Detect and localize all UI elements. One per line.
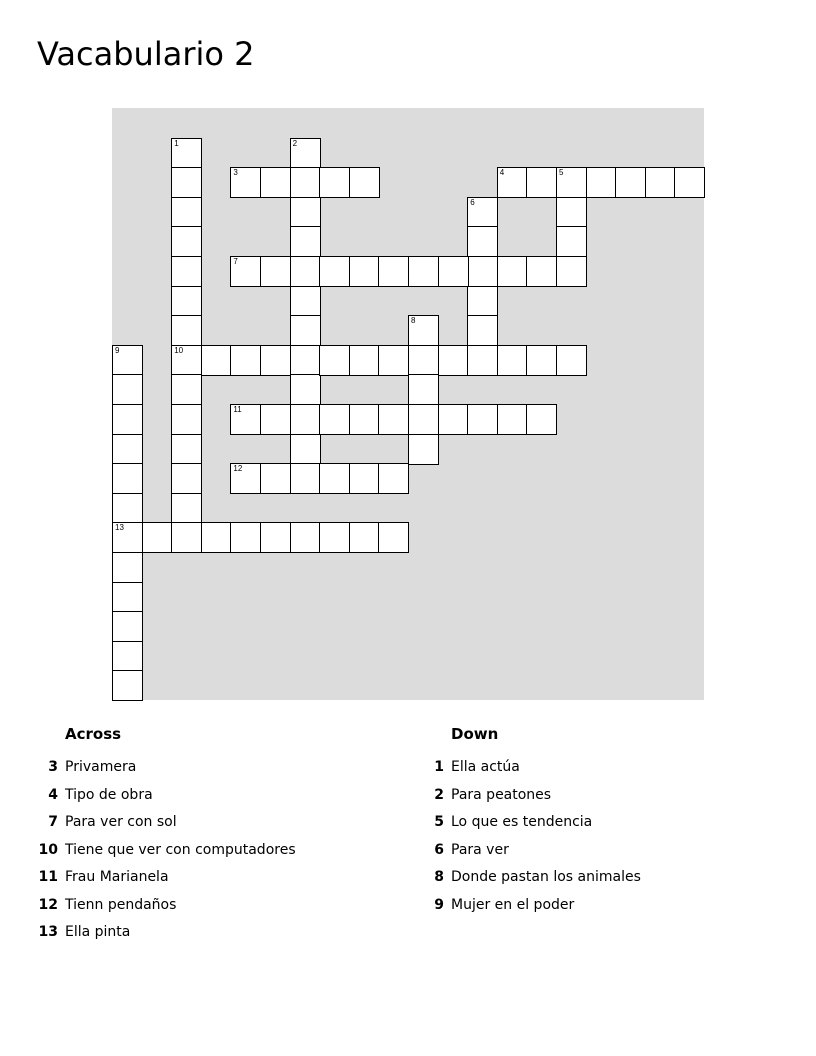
grid-cell[interactable] — [290, 315, 321, 346]
grid-cell[interactable] — [171, 226, 202, 257]
grid-cell[interactable] — [556, 226, 587, 257]
grid-cell[interactable] — [467, 256, 498, 287]
clue-item — [416, 809, 786, 837]
down-heading: Down — [451, 725, 499, 743]
grid-cell[interactable] — [290, 197, 321, 228]
clue-item-number: 10 — [38, 841, 58, 858]
clue-item — [30, 809, 400, 837]
grid-cell[interactable] — [378, 463, 409, 494]
grid-cell[interactable] — [467, 226, 498, 257]
grid-cell[interactable] — [497, 345, 528, 376]
down-clue-list — [416, 754, 786, 919]
grid-cell[interactable] — [438, 345, 469, 376]
down-clues — [416, 722, 786, 919]
clue-number: 1 — [174, 138, 179, 148]
grid-cell[interactable] — [290, 374, 321, 405]
clue-item-number: 1 — [434, 759, 444, 775]
grid-cell[interactable] — [230, 345, 261, 376]
clue-item-text: Donde pastan los animales — [451, 869, 641, 885]
clue-number: 8 — [411, 316, 416, 326]
clue-item-text: Para ver — [451, 841, 509, 858]
grid-cell[interactable] — [260, 404, 291, 435]
clue-item-text: Tienn pendaños — [65, 896, 177, 913]
grid-cell[interactable] — [526, 167, 557, 198]
clue-item-text: Mujer en el poder — [451, 896, 575, 913]
grid-cell[interactable] — [378, 522, 409, 553]
clue-item-text: Ella actúa — [451, 759, 520, 775]
clue-item — [30, 892, 400, 920]
grid-cell[interactable] — [349, 345, 380, 376]
grid-cell[interactable] — [497, 167, 528, 198]
grid-cell[interactable] — [171, 463, 202, 494]
grid-cell[interactable] — [408, 345, 439, 376]
grid-cell[interactable] — [230, 256, 261, 287]
grid-cell[interactable] — [171, 434, 202, 465]
grid-cell[interactable] — [615, 167, 646, 198]
grid-cell[interactable] — [112, 404, 143, 435]
clue-item-text: Tiene que ver con computadores — [65, 841, 296, 858]
clue-item — [416, 782, 786, 810]
grid-cell[interactable] — [349, 404, 380, 435]
grid-cell[interactable] — [171, 404, 202, 435]
grid-cell[interactable] — [349, 167, 380, 198]
clue-item-number: 3 — [48, 759, 58, 775]
across-clues — [30, 722, 400, 947]
grid-cell[interactable] — [171, 256, 202, 287]
clue-number: 4 — [499, 168, 505, 178]
clue-item — [30, 864, 400, 892]
grid-cell[interactable] — [171, 197, 202, 228]
clue-item-number: 6 — [434, 841, 444, 858]
grid-cell[interactable] — [408, 404, 439, 435]
grid-cell[interactable] — [171, 286, 202, 317]
clue-number: 9 — [115, 345, 120, 355]
clue-number: 11 — [233, 405, 242, 414]
grid-cell[interactable] — [112, 641, 143, 672]
clue-item — [416, 754, 786, 782]
clue-item-text: Privamera — [65, 759, 137, 775]
grid-cell[interactable] — [497, 404, 528, 435]
grid-cell[interactable] — [260, 167, 291, 198]
grid-cell[interactable] — [408, 434, 439, 465]
grid-cell[interactable] — [112, 374, 143, 405]
grid-cell[interactable] — [112, 434, 143, 465]
clue-number: 10 — [174, 345, 184, 355]
grid-cell[interactable] — [230, 522, 261, 553]
grid-cell[interactable] — [467, 315, 498, 346]
grid-cell[interactable] — [467, 197, 498, 228]
grid-cell[interactable] — [112, 552, 143, 583]
clue-item-text: Para peatones — [451, 786, 552, 803]
grid-cell[interactable] — [171, 167, 202, 198]
grid-cell[interactable] — [645, 167, 676, 198]
grid-cell[interactable] — [497, 256, 528, 287]
clue-item — [416, 892, 786, 920]
grid-cell[interactable] — [142, 522, 173, 553]
clue-item — [30, 782, 400, 810]
clue-number: 2 — [292, 138, 298, 148]
grid-cell[interactable] — [556, 345, 587, 376]
grid-cell[interactable] — [112, 522, 143, 553]
grid-cell[interactable] — [319, 522, 350, 553]
clue-item-number: 7 — [48, 814, 58, 830]
grid-cell[interactable] — [556, 167, 587, 198]
grid-cell[interactable] — [171, 315, 202, 346]
grid-cell[interactable] — [290, 167, 321, 198]
grid-cell[interactable] — [556, 197, 587, 228]
grid-cell[interactable] — [526, 404, 557, 435]
clue-number: 6 — [470, 197, 475, 207]
across-heading: Across — [65, 725, 122, 743]
grid-cell[interactable] — [378, 345, 409, 376]
grid-cell[interactable] — [290, 434, 321, 465]
grid-cell[interactable] — [260, 345, 291, 376]
grid-cell[interactable] — [319, 404, 350, 435]
grid-cell[interactable] — [112, 345, 143, 376]
grid-cell[interactable] — [171, 345, 202, 376]
grid-cell[interactable] — [526, 256, 557, 287]
clue-item — [416, 864, 786, 892]
grid-cell[interactable] — [556, 256, 587, 287]
grid-cell[interactable] — [290, 463, 321, 494]
grid-cell[interactable] — [290, 138, 321, 169]
grid-cell[interactable] — [319, 167, 350, 198]
grid-cell[interactable] — [349, 256, 380, 287]
clue-item-text: Para ver con sol — [65, 814, 177, 830]
grid-cell[interactable] — [171, 138, 202, 169]
grid-cell[interactable] — [349, 522, 380, 553]
grid-cell[interactable] — [260, 463, 291, 494]
clue-item — [30, 837, 400, 865]
clue-item-text: Lo que es tendencia — [451, 814, 593, 830]
puzzle-title: Vacabulario 2 — [37, 35, 255, 73]
grid-cell[interactable] — [112, 493, 143, 524]
grid-cell[interactable] — [408, 315, 439, 346]
grid-cell[interactable] — [112, 670, 143, 701]
grid-cell[interactable] — [438, 256, 469, 287]
clue-item-number: 11 — [38, 869, 58, 885]
clue-number: 7 — [233, 257, 238, 266]
grid-cell[interactable] — [260, 256, 291, 287]
grid-cell[interactable] — [230, 167, 261, 198]
clue-item-text: Frau Marianela — [65, 869, 169, 885]
grid-cell[interactable] — [290, 404, 321, 435]
grid-cell[interactable] — [319, 345, 350, 376]
grid-cell[interactable] — [290, 345, 321, 376]
clue-number: 12 — [233, 464, 243, 474]
grid-cell[interactable] — [378, 256, 409, 287]
grid-cell[interactable] — [201, 522, 232, 553]
grid-cell[interactable] — [112, 611, 143, 642]
grid-cell[interactable] — [230, 404, 261, 435]
grid-cell[interactable] — [171, 374, 202, 405]
grid-cell[interactable] — [674, 167, 705, 198]
grid-cell[interactable] — [467, 345, 498, 376]
across-clue-list — [30, 754, 400, 947]
grid-cell[interactable] — [438, 404, 469, 435]
crossword-grid — [112, 108, 704, 700]
clue-item-number: 13 — [38, 924, 58, 940]
clue-item-text: Ella pinta — [65, 924, 131, 940]
clue-item — [30, 754, 400, 782]
clue-number: 5 — [559, 168, 564, 178]
grid-cell[interactable] — [171, 493, 202, 524]
grid-cell[interactable] — [349, 463, 380, 494]
grid-cell[interactable] — [171, 522, 202, 553]
clue-item-number: 9 — [434, 896, 444, 913]
grid-cell[interactable] — [467, 404, 498, 435]
grid-cell[interactable] — [319, 256, 350, 287]
grid-cell[interactable] — [526, 345, 557, 376]
clue-item-text: Tipo de obra — [65, 786, 153, 803]
grid-cell[interactable] — [467, 286, 498, 317]
grid-cell[interactable] — [201, 345, 232, 376]
grid-cell[interactable] — [290, 522, 321, 553]
grid-cell[interactable] — [319, 463, 350, 494]
clue-item — [30, 919, 400, 947]
clue-item-number: 2 — [434, 786, 444, 803]
clue-number: 3 — [233, 168, 238, 178]
grid-cell[interactable] — [290, 256, 321, 287]
clue-item-number: 5 — [434, 814, 444, 830]
grid-cell[interactable] — [260, 522, 291, 553]
grid-cell[interactable] — [290, 286, 321, 317]
grid-cell[interactable] — [112, 582, 143, 613]
clue-item-number: 8 — [434, 869, 444, 885]
grid-cell[interactable] — [230, 463, 261, 494]
grid-cell[interactable] — [408, 374, 439, 405]
grid-cell[interactable] — [378, 404, 409, 435]
grid-cell[interactable] — [408, 256, 439, 287]
clue-number: 13 — [115, 523, 124, 533]
clue-item-number: 12 — [38, 896, 58, 913]
grid-cell[interactable] — [112, 463, 143, 494]
grid-cell[interactable] — [290, 226, 321, 257]
clue-item-number: 4 — [48, 786, 58, 803]
clue-item — [416, 837, 786, 865]
grid-cell[interactable] — [586, 167, 617, 198]
